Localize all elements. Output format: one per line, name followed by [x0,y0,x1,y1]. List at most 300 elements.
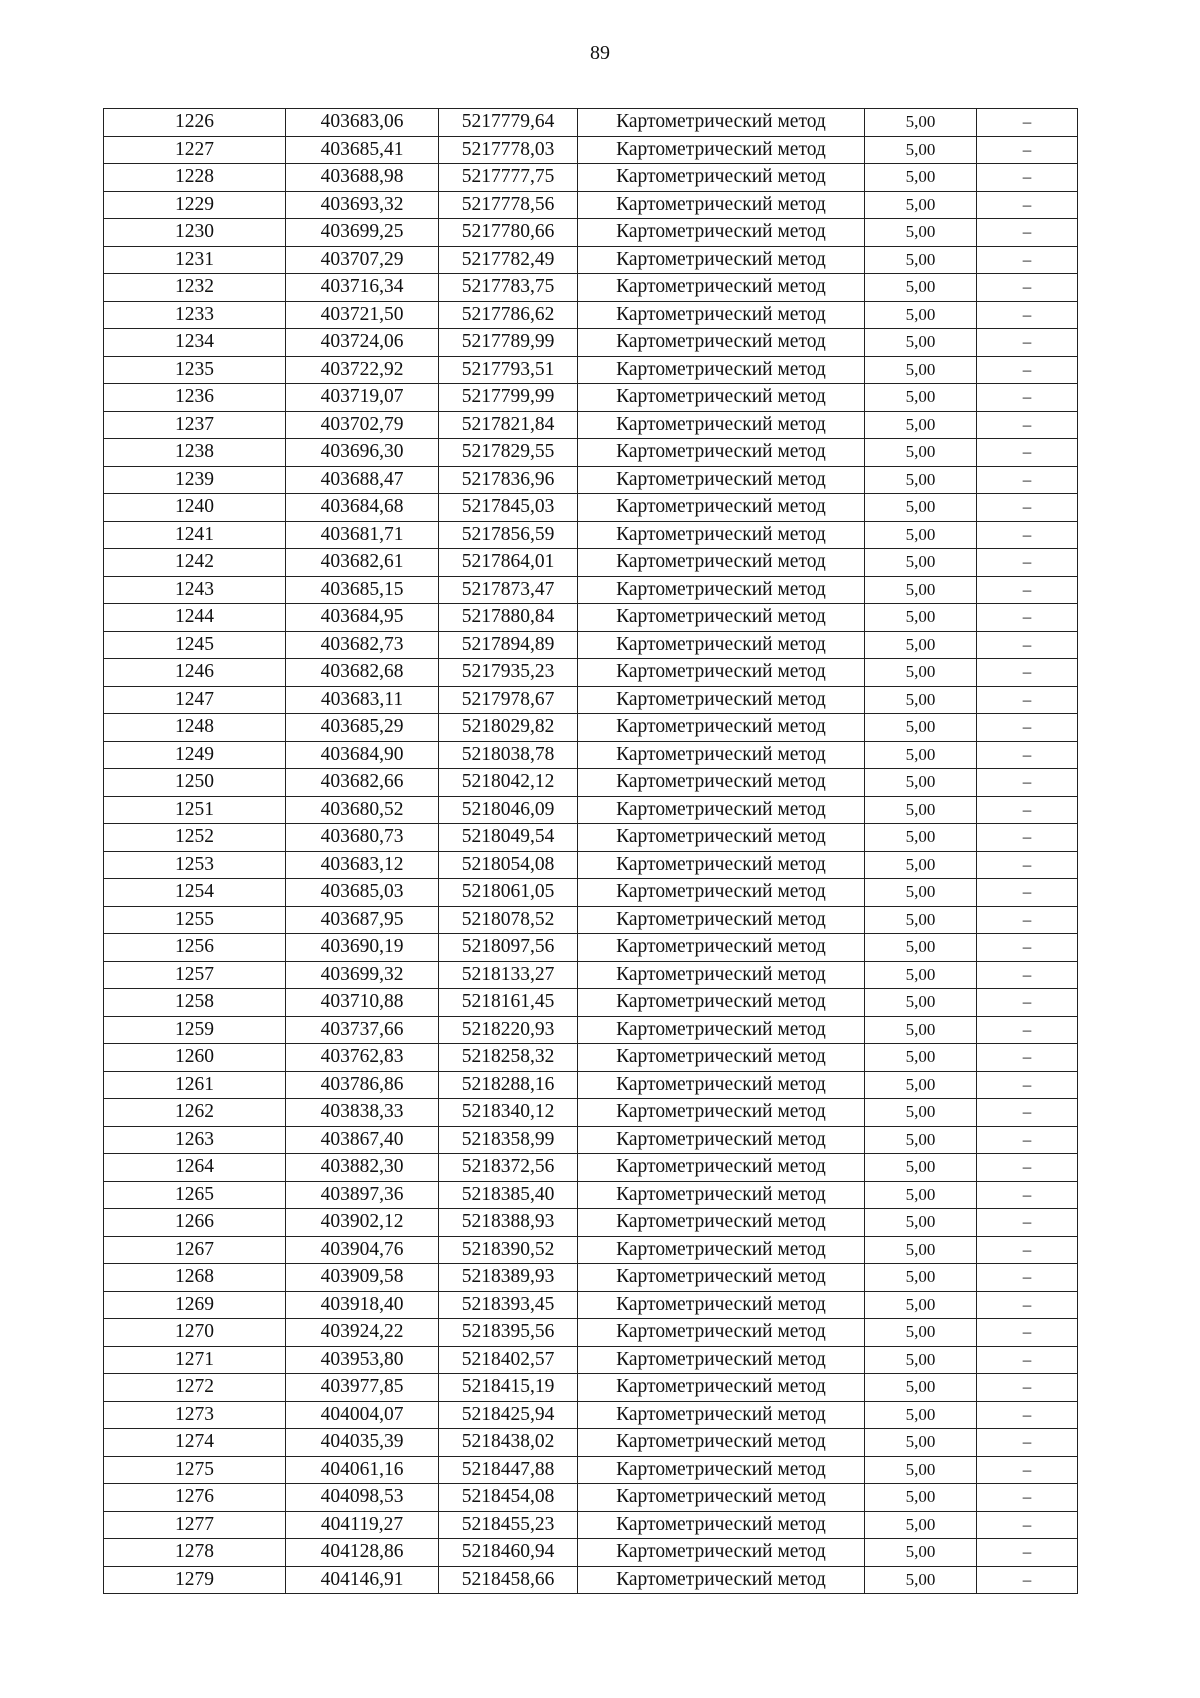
y-coordinate-cell: 5218042,12 [439,769,578,797]
point-number-cell: 1279 [104,1566,286,1594]
point-number-cell: 1238 [104,439,286,467]
note-cell: – [977,796,1078,824]
note-cell: – [977,549,1078,577]
note-cell: – [977,356,1078,384]
method-cell: Картометрический метод [578,1044,865,1072]
point-number-cell: 1253 [104,851,286,879]
table-row [104,439,1078,467]
x-coordinate-cell: 403721,50 [286,301,439,329]
note-cell: – [977,164,1078,192]
point-number-cell: 1256 [104,934,286,962]
point-number-cell: 1250 [104,769,286,797]
method-cell: Картометрический метод [578,1071,865,1099]
table-row [104,1374,1078,1402]
note-cell: – [977,989,1078,1017]
accuracy-cell: 5,00 [865,934,977,962]
table-row [104,1071,1078,1099]
point-number-cell: 1266 [104,1209,286,1237]
table-row [104,1456,1078,1484]
table-row [104,1539,1078,1567]
y-coordinate-cell: 5218454,08 [439,1484,578,1512]
table-row [104,906,1078,934]
accuracy-cell: 5,00 [865,439,977,467]
accuracy-cell: 5,00 [865,1429,977,1457]
x-coordinate-cell: 403685,41 [286,136,439,164]
x-coordinate-cell: 403716,34 [286,274,439,302]
x-coordinate-cell: 403918,40 [286,1291,439,1319]
table-row [104,384,1078,412]
y-coordinate-cell: 5218460,94 [439,1539,578,1567]
note-cell: – [977,191,1078,219]
table-row [104,191,1078,219]
y-coordinate-cell: 5218447,88 [439,1456,578,1484]
accuracy-cell: 5,00 [865,686,977,714]
method-cell: Картометрический метод [578,329,865,357]
point-number-cell: 1232 [104,274,286,302]
accuracy-cell: 5,00 [865,356,977,384]
accuracy-cell: 5,00 [865,109,977,137]
accuracy-cell: 5,00 [865,384,977,412]
method-cell: Картометрический метод [578,1181,865,1209]
note-cell: – [977,1456,1078,1484]
note-cell: – [977,741,1078,769]
point-number-cell: 1248 [104,714,286,742]
y-coordinate-cell: 5217836,96 [439,466,578,494]
method-cell: Картометрический метод [578,1429,865,1457]
y-coordinate-cell: 5218390,52 [439,1236,578,1264]
note-cell: – [977,576,1078,604]
x-coordinate-cell: 403724,06 [286,329,439,357]
note-cell: – [977,604,1078,632]
y-coordinate-cell: 5217845,03 [439,494,578,522]
method-cell: Картометрический метод [578,906,865,934]
method-cell: Картометрический метод [578,1236,865,1264]
note-cell: – [977,879,1078,907]
accuracy-cell: 5,00 [865,906,977,934]
y-coordinate-cell: 5217864,01 [439,549,578,577]
y-coordinate-cell: 5218389,93 [439,1264,578,1292]
y-coordinate-cell: 5218049,54 [439,824,578,852]
note-cell: – [977,1099,1078,1127]
method-cell: Картометрический метод [578,1401,865,1429]
y-coordinate-cell: 5217783,75 [439,274,578,302]
y-coordinate-cell: 5218133,27 [439,961,578,989]
method-cell: Картометрический метод [578,356,865,384]
x-coordinate-cell: 403909,58 [286,1264,439,1292]
point-number-cell: 1262 [104,1099,286,1127]
table-row [104,796,1078,824]
note-cell: – [977,1016,1078,1044]
table-row [104,851,1078,879]
accuracy-cell: 5,00 [865,659,977,687]
accuracy-cell: 5,00 [865,1291,977,1319]
y-coordinate-cell: 5217789,99 [439,329,578,357]
note-cell: – [977,934,1078,962]
accuracy-cell: 5,00 [865,191,977,219]
method-cell: Картометрический метод [578,686,865,714]
y-coordinate-cell: 5218385,40 [439,1181,578,1209]
point-number-cell: 1261 [104,1071,286,1099]
method-cell: Картометрический метод [578,439,865,467]
accuracy-cell: 5,00 [865,1374,977,1402]
x-coordinate-cell: 403685,29 [286,714,439,742]
y-coordinate-cell: 5217978,67 [439,686,578,714]
accuracy-cell: 5,00 [865,136,977,164]
note-cell: – [977,1264,1078,1292]
point-number-cell: 1237 [104,411,286,439]
point-number-cell: 1268 [104,1264,286,1292]
point-number-cell: 1275 [104,1456,286,1484]
method-cell: Картометрический метод [578,604,865,632]
note-cell: – [977,686,1078,714]
accuracy-cell: 5,00 [865,466,977,494]
accuracy-cell: 5,00 [865,301,977,329]
note-cell: – [977,824,1078,852]
table-row [104,1181,1078,1209]
x-coordinate-cell: 403680,73 [286,824,439,852]
y-coordinate-cell: 5217856,59 [439,521,578,549]
method-cell: Картометрический метод [578,164,865,192]
x-coordinate-cell: 403682,68 [286,659,439,687]
note-cell: – [977,769,1078,797]
accuracy-cell: 5,00 [865,1484,977,1512]
accuracy-cell: 5,00 [865,274,977,302]
point-number-cell: 1226 [104,109,286,137]
point-number-cell: 1239 [104,466,286,494]
point-number-cell: 1235 [104,356,286,384]
method-cell: Картометрический метод [578,851,865,879]
y-coordinate-cell: 5218054,08 [439,851,578,879]
accuracy-cell: 5,00 [865,1209,977,1237]
y-coordinate-cell: 5218029,82 [439,714,578,742]
x-coordinate-cell: 403684,90 [286,741,439,769]
note-cell: – [977,1071,1078,1099]
y-coordinate-cell: 5217786,62 [439,301,578,329]
y-coordinate-cell: 5217799,99 [439,384,578,412]
method-cell: Картометрический метод [578,1484,865,1512]
y-coordinate-cell: 5218402,57 [439,1346,578,1374]
note-cell: – [977,961,1078,989]
point-number-cell: 1260 [104,1044,286,1072]
y-coordinate-cell: 5218046,09 [439,796,578,824]
y-coordinate-cell: 5218455,23 [439,1511,578,1539]
x-coordinate-cell: 403762,83 [286,1044,439,1072]
y-coordinate-cell: 5218358,99 [439,1126,578,1154]
x-coordinate-cell: 403683,12 [286,851,439,879]
table-row [104,1209,1078,1237]
x-coordinate-cell: 403719,07 [286,384,439,412]
point-number-cell: 1241 [104,521,286,549]
note-cell: – [977,1429,1078,1457]
accuracy-cell: 5,00 [865,1346,977,1374]
table-row [104,329,1078,357]
x-coordinate-cell: 403882,30 [286,1154,439,1182]
table-row [104,1566,1078,1594]
point-number-cell: 1265 [104,1181,286,1209]
method-cell: Картометрический метод [578,384,865,412]
table-row [104,246,1078,274]
accuracy-cell: 5,00 [865,494,977,522]
y-coordinate-cell: 5217780,66 [439,219,578,247]
x-coordinate-cell: 403688,47 [286,466,439,494]
y-coordinate-cell: 5218220,93 [439,1016,578,1044]
x-coordinate-cell: 403904,76 [286,1236,439,1264]
table-row [104,1511,1078,1539]
x-coordinate-cell: 404004,07 [286,1401,439,1429]
point-number-cell: 1245 [104,631,286,659]
accuracy-cell: 5,00 [865,576,977,604]
point-number-cell: 1227 [104,136,286,164]
y-coordinate-cell: 5217777,75 [439,164,578,192]
point-number-cell: 1263 [104,1126,286,1154]
accuracy-cell: 5,00 [865,329,977,357]
note-cell: – [977,329,1078,357]
x-coordinate-cell: 403681,71 [286,521,439,549]
method-cell: Картометрический метод [578,466,865,494]
accuracy-cell: 5,00 [865,1264,977,1292]
point-number-cell: 1231 [104,246,286,274]
note-cell: – [977,906,1078,934]
note-cell: – [977,494,1078,522]
y-coordinate-cell: 5218078,52 [439,906,578,934]
method-cell: Картометрический метод [578,576,865,604]
table-body [104,109,1078,1594]
y-coordinate-cell: 5217829,55 [439,439,578,467]
y-coordinate-cell: 5217778,56 [439,191,578,219]
accuracy-cell: 5,00 [865,1319,977,1347]
x-coordinate-cell: 403680,52 [286,796,439,824]
y-coordinate-cell: 5218415,19 [439,1374,578,1402]
note-cell: – [977,384,1078,412]
table-row [104,824,1078,852]
y-coordinate-cell: 5217894,89 [439,631,578,659]
table-row [104,1099,1078,1127]
method-cell: Картометрический метод [578,1511,865,1539]
note-cell: – [977,1374,1078,1402]
note-cell: – [977,136,1078,164]
point-number-cell: 1254 [104,879,286,907]
x-coordinate-cell: 403737,66 [286,1016,439,1044]
method-cell: Картометрический метод [578,191,865,219]
x-coordinate-cell: 404119,27 [286,1511,439,1539]
accuracy-cell: 5,00 [865,1044,977,1072]
table-row [104,356,1078,384]
point-number-cell: 1244 [104,604,286,632]
y-coordinate-cell: 5218161,45 [439,989,578,1017]
note-cell: – [977,1511,1078,1539]
y-coordinate-cell: 5217779,64 [439,109,578,137]
accuracy-cell: 5,00 [865,219,977,247]
y-coordinate-cell: 5218458,66 [439,1566,578,1594]
method-cell: Картометрический метод [578,1291,865,1319]
note-cell: – [977,521,1078,549]
point-number-cell: 1277 [104,1511,286,1539]
y-coordinate-cell: 5218393,45 [439,1291,578,1319]
table-row [104,686,1078,714]
coordinates-table [103,108,1078,1594]
table-row [104,1236,1078,1264]
note-cell: – [977,1181,1078,1209]
accuracy-cell: 5,00 [865,961,977,989]
table-row [104,136,1078,164]
method-cell: Картометрический метод [578,494,865,522]
x-coordinate-cell: 403696,30 [286,439,439,467]
accuracy-cell: 5,00 [865,1154,977,1182]
accuracy-cell: 5,00 [865,796,977,824]
x-coordinate-cell: 403684,95 [286,604,439,632]
table-row [104,109,1078,137]
y-coordinate-cell: 5218288,16 [439,1071,578,1099]
x-coordinate-cell: 403682,61 [286,549,439,577]
x-coordinate-cell: 403699,25 [286,219,439,247]
x-coordinate-cell: 404098,53 [286,1484,439,1512]
accuracy-cell: 5,00 [865,1401,977,1429]
table-row [104,301,1078,329]
method-cell: Картометрический метод [578,1346,865,1374]
table-row [104,1044,1078,1072]
method-cell: Картометрический метод [578,769,865,797]
table-row [104,466,1078,494]
accuracy-cell: 5,00 [865,851,977,879]
accuracy-cell: 5,00 [865,164,977,192]
note-cell: – [977,1291,1078,1319]
accuracy-cell: 5,00 [865,1236,977,1264]
y-coordinate-cell: 5217880,84 [439,604,578,632]
table-row [104,1154,1078,1182]
method-cell: Картометрический метод [578,879,865,907]
x-coordinate-cell: 403682,73 [286,631,439,659]
accuracy-cell: 5,00 [865,631,977,659]
x-coordinate-cell: 403693,32 [286,191,439,219]
point-number-cell: 1278 [104,1539,286,1567]
note-cell: – [977,1209,1078,1237]
point-number-cell: 1229 [104,191,286,219]
table-row [104,961,1078,989]
point-number-cell: 1272 [104,1374,286,1402]
x-coordinate-cell: 403707,29 [286,246,439,274]
table-row [104,576,1078,604]
y-coordinate-cell: 5218340,12 [439,1099,578,1127]
point-number-cell: 1269 [104,1291,286,1319]
x-coordinate-cell: 403722,92 [286,356,439,384]
method-cell: Картометрический метод [578,714,865,742]
table-row [104,879,1078,907]
table-row [104,1484,1078,1512]
table-row [104,1319,1078,1347]
x-coordinate-cell: 404146,91 [286,1566,439,1594]
y-coordinate-cell: 5217873,47 [439,576,578,604]
table-row [104,769,1078,797]
table-row [104,934,1078,962]
page-number: 89 [590,42,610,64]
method-cell: Картометрический метод [578,1154,865,1182]
table-row [104,549,1078,577]
x-coordinate-cell: 403897,36 [286,1181,439,1209]
accuracy-cell: 5,00 [865,411,977,439]
method-cell: Картометрический метод [578,989,865,1017]
point-number-cell: 1242 [104,549,286,577]
method-cell: Картометрический метод [578,659,865,687]
method-cell: Картометрический метод [578,1209,865,1237]
note-cell: – [977,714,1078,742]
y-coordinate-cell: 5217778,03 [439,136,578,164]
y-coordinate-cell: 5218395,56 [439,1319,578,1347]
y-coordinate-cell: 5218097,56 [439,934,578,962]
method-cell: Картометрический метод [578,796,865,824]
note-cell: – [977,439,1078,467]
note-cell: – [977,1154,1078,1182]
accuracy-cell: 5,00 [865,1539,977,1567]
note-cell: – [977,659,1078,687]
table-row [104,1291,1078,1319]
point-number-cell: 1230 [104,219,286,247]
method-cell: Картометрический метод [578,1319,865,1347]
method-cell: Картометрический метод [578,521,865,549]
point-number-cell: 1247 [104,686,286,714]
point-number-cell: 1255 [104,906,286,934]
method-cell: Картометрический метод [578,301,865,329]
point-number-cell: 1251 [104,796,286,824]
method-cell: Картометрический метод [578,274,865,302]
point-number-cell: 1249 [104,741,286,769]
note-cell: – [977,274,1078,302]
accuracy-cell: 5,00 [865,246,977,274]
accuracy-cell: 5,00 [865,1099,977,1127]
method-cell: Картометрический метод [578,1016,865,1044]
table-row [104,659,1078,687]
point-number-cell: 1270 [104,1319,286,1347]
point-number-cell: 1264 [104,1154,286,1182]
method-cell: Картометрический метод [578,824,865,852]
table-row [104,1264,1078,1292]
point-number-cell: 1234 [104,329,286,357]
x-coordinate-cell: 403867,40 [286,1126,439,1154]
y-coordinate-cell: 5217821,84 [439,411,578,439]
y-coordinate-cell: 5218061,05 [439,879,578,907]
x-coordinate-cell: 404128,86 [286,1539,439,1567]
point-number-cell: 1271 [104,1346,286,1374]
accuracy-cell: 5,00 [865,1566,977,1594]
x-coordinate-cell: 403838,33 [286,1099,439,1127]
y-coordinate-cell: 5218038,78 [439,741,578,769]
y-coordinate-cell: 5218372,56 [439,1154,578,1182]
x-coordinate-cell: 404035,39 [286,1429,439,1457]
x-coordinate-cell: 403683,06 [286,109,439,137]
method-cell: Картометрический метод [578,631,865,659]
table-row [104,219,1078,247]
x-coordinate-cell: 403682,66 [286,769,439,797]
accuracy-cell: 5,00 [865,879,977,907]
accuracy-cell: 5,00 [865,741,977,769]
table-row [104,989,1078,1017]
point-number-cell: 1236 [104,384,286,412]
table-row [104,604,1078,632]
y-coordinate-cell: 5218388,93 [439,1209,578,1237]
method-cell: Картометрический метод [578,1566,865,1594]
x-coordinate-cell: 404061,16 [286,1456,439,1484]
point-number-cell: 1267 [104,1236,286,1264]
note-cell: – [977,219,1078,247]
y-coordinate-cell: 5218438,02 [439,1429,578,1457]
accuracy-cell: 5,00 [865,1511,977,1539]
point-number-cell: 1273 [104,1401,286,1429]
accuracy-cell: 5,00 [865,1181,977,1209]
table-row [104,411,1078,439]
x-coordinate-cell: 403710,88 [286,989,439,1017]
point-number-cell: 1259 [104,1016,286,1044]
note-cell: – [977,1346,1078,1374]
table-row [104,1016,1078,1044]
